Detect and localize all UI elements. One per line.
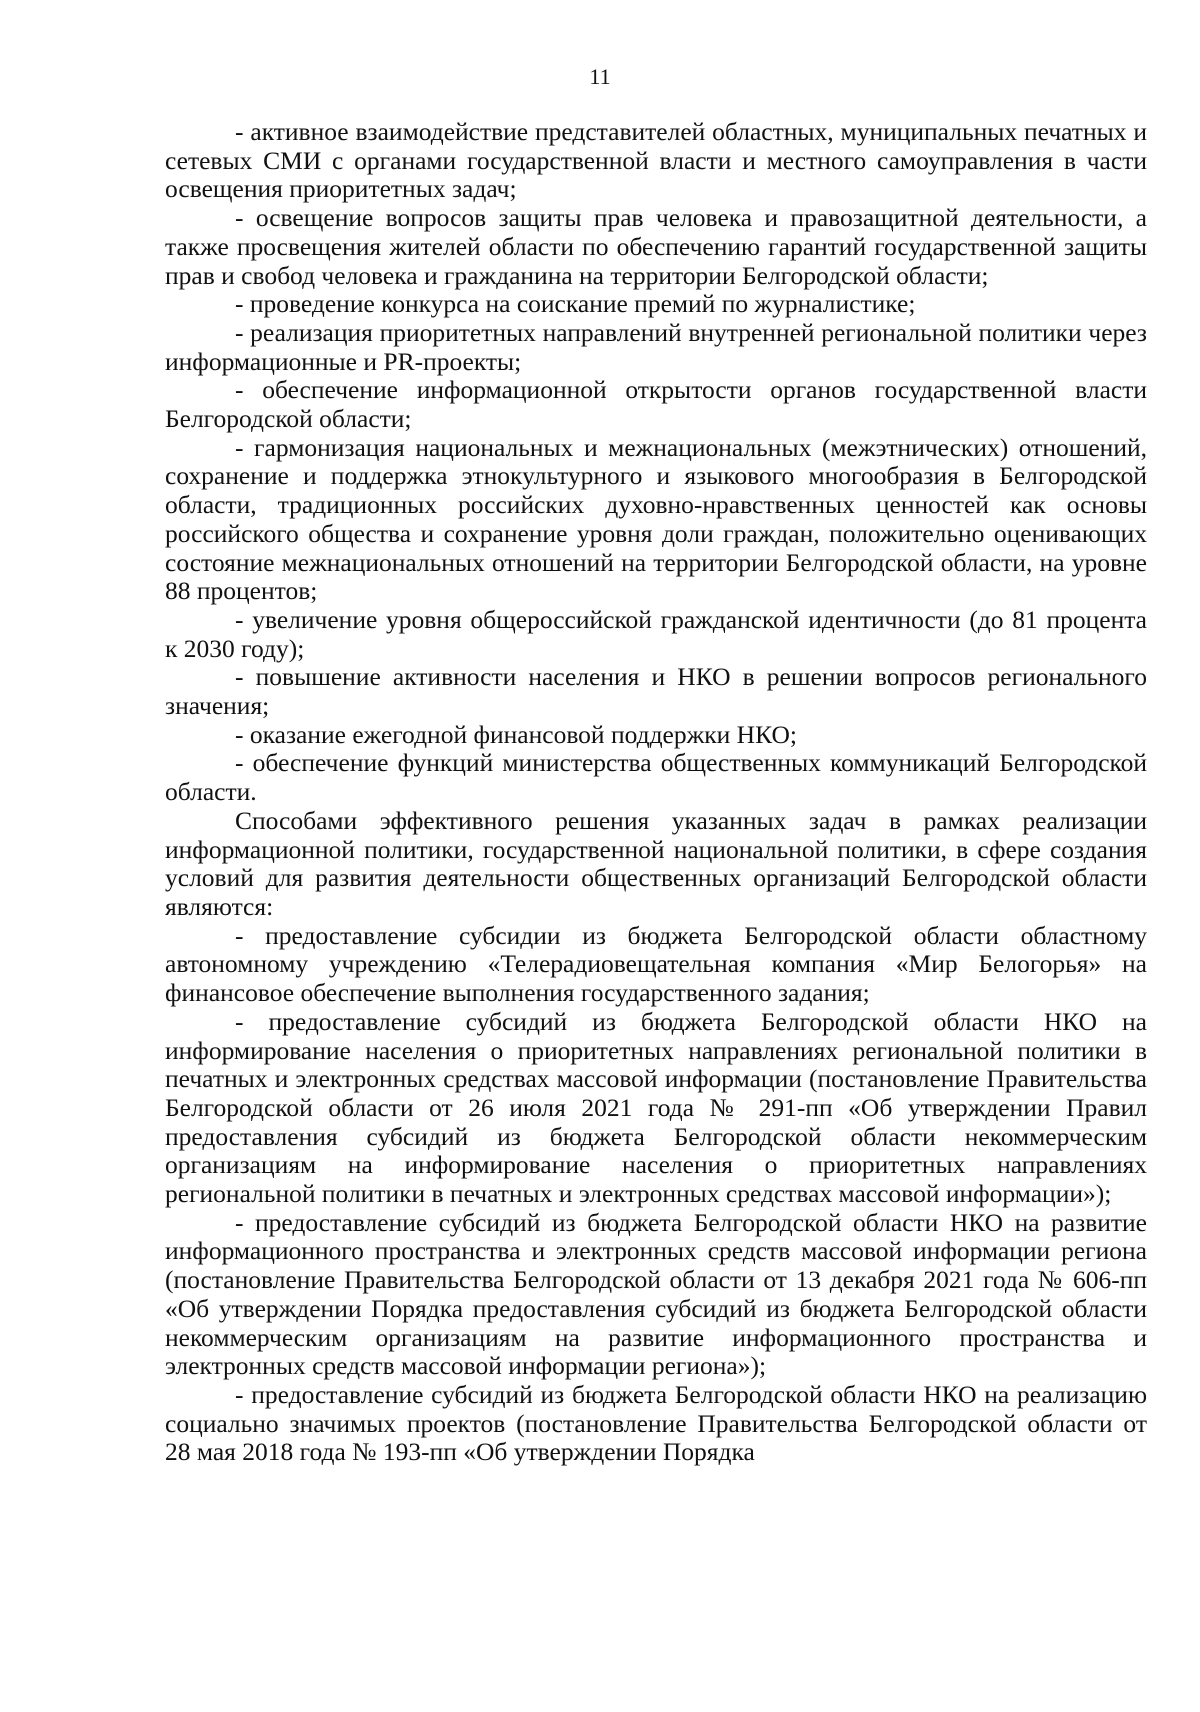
paragraph: - гармонизация национальных и межнациональных (межэтнических) отношений, сохранение и поддержка этнокультурного и языкового многообразия в Белгородской области, традиционных российских духовно-нравственных ценностей как основы российского общества и сохранение уровня доли граждан, положительно оценивающих состояние межнациональных отношений на территории Белгородской области, на уровне 88 процентов;: [165, 432, 1147, 606]
paragraph: - увеличение уровня общероссийской гражданской идентичности (до 81 процента к 2030 году);: [165, 604, 1147, 663]
paragraph: - обеспечение информационной открытости органов государственной власти Белгородской области;: [165, 375, 1147, 434]
paragraph: - освещение вопросов защиты прав человека и правозащитной деятельности, а также просвещения жителей области по обеспечению гарантий государственной защиты прав и свобод человека и гражданина на территории Белгородской области;: [165, 203, 1147, 290]
paragraph: - повышение активности населения и НКО в решении вопросов регионального значения;: [165, 662, 1147, 721]
paragraph: - обеспечение функций министерства общественных коммуникаций Белгородской области.: [165, 748, 1147, 807]
paragraph: - реализация приоритетных направлений внутренней региональной политики через информационные и PR-проекты;: [165, 317, 1147, 376]
document-body: [165, 118, 1147, 1467]
paragraph: - проведение конкурса на соискание премий по журналистике;: [235, 289, 916, 319]
paragraph: - предоставление субсидий из бюджета Белгородской области НКО на реализацию социально значимых проектов (постановление Правительства Белгородской области от 28 мая 2018 года № 193-пп «Об утверждении Порядка: [165, 1379, 1147, 1467]
paragraph: Способами эффективного решения указанных задач в рамках реализации информационной политики, государственной национальной политики, в сфере создания условий для развития деятельности общественных организаций Белгородской области являются:: [165, 805, 1147, 921]
page-number: 11: [589, 64, 611, 89]
paragraph: - предоставление субсидии из бюджета Белгородской области областному автономному учреждению «Телерадиовещательная компания «Мир Белогорья» на финансовое обеспечение выполнения государственного задания;: [165, 920, 1147, 1008]
paragraph: - активное взаимодействие представителей областных, муниципальных печатных и сетевых СМИ с органами государственной власти и местного самоуправления в части освещения приоритетных задач;: [165, 117, 1147, 204]
paragraph: - предоставление субсидий из бюджета Белгородской области НКО на информирование населения о приоритетных направлениях региональной политики в печатных и электронных средствах массовой информации (постановление Правительства Белгородской области от 26 июля 2021 года № 291-пп «Об утверждении Правил предоставления субсидий из бюджета Белгородской области некоммерческим организациям на информирование населения о приоритетных направлениях региональной политики в печатных и электронных средствах массовой информации»);: [165, 1006, 1147, 1209]
paragraph: - оказание ежегодной финансовой поддержки НКО;: [235, 719, 797, 749]
paragraph: - предоставление субсидий из бюджета Белгородской области НКО на развитие информационного пространства и электронных средств массовой информации региона (постановление Правительства Белгородской области от 13 декабря 2021 года № 606-пп «Об утверждении Порядка предоставления субсидий из бюджета Белгородской области некоммерческим организациям на развитие информационного пространства и электронных средств массовой информации региона»);: [165, 1207, 1147, 1381]
